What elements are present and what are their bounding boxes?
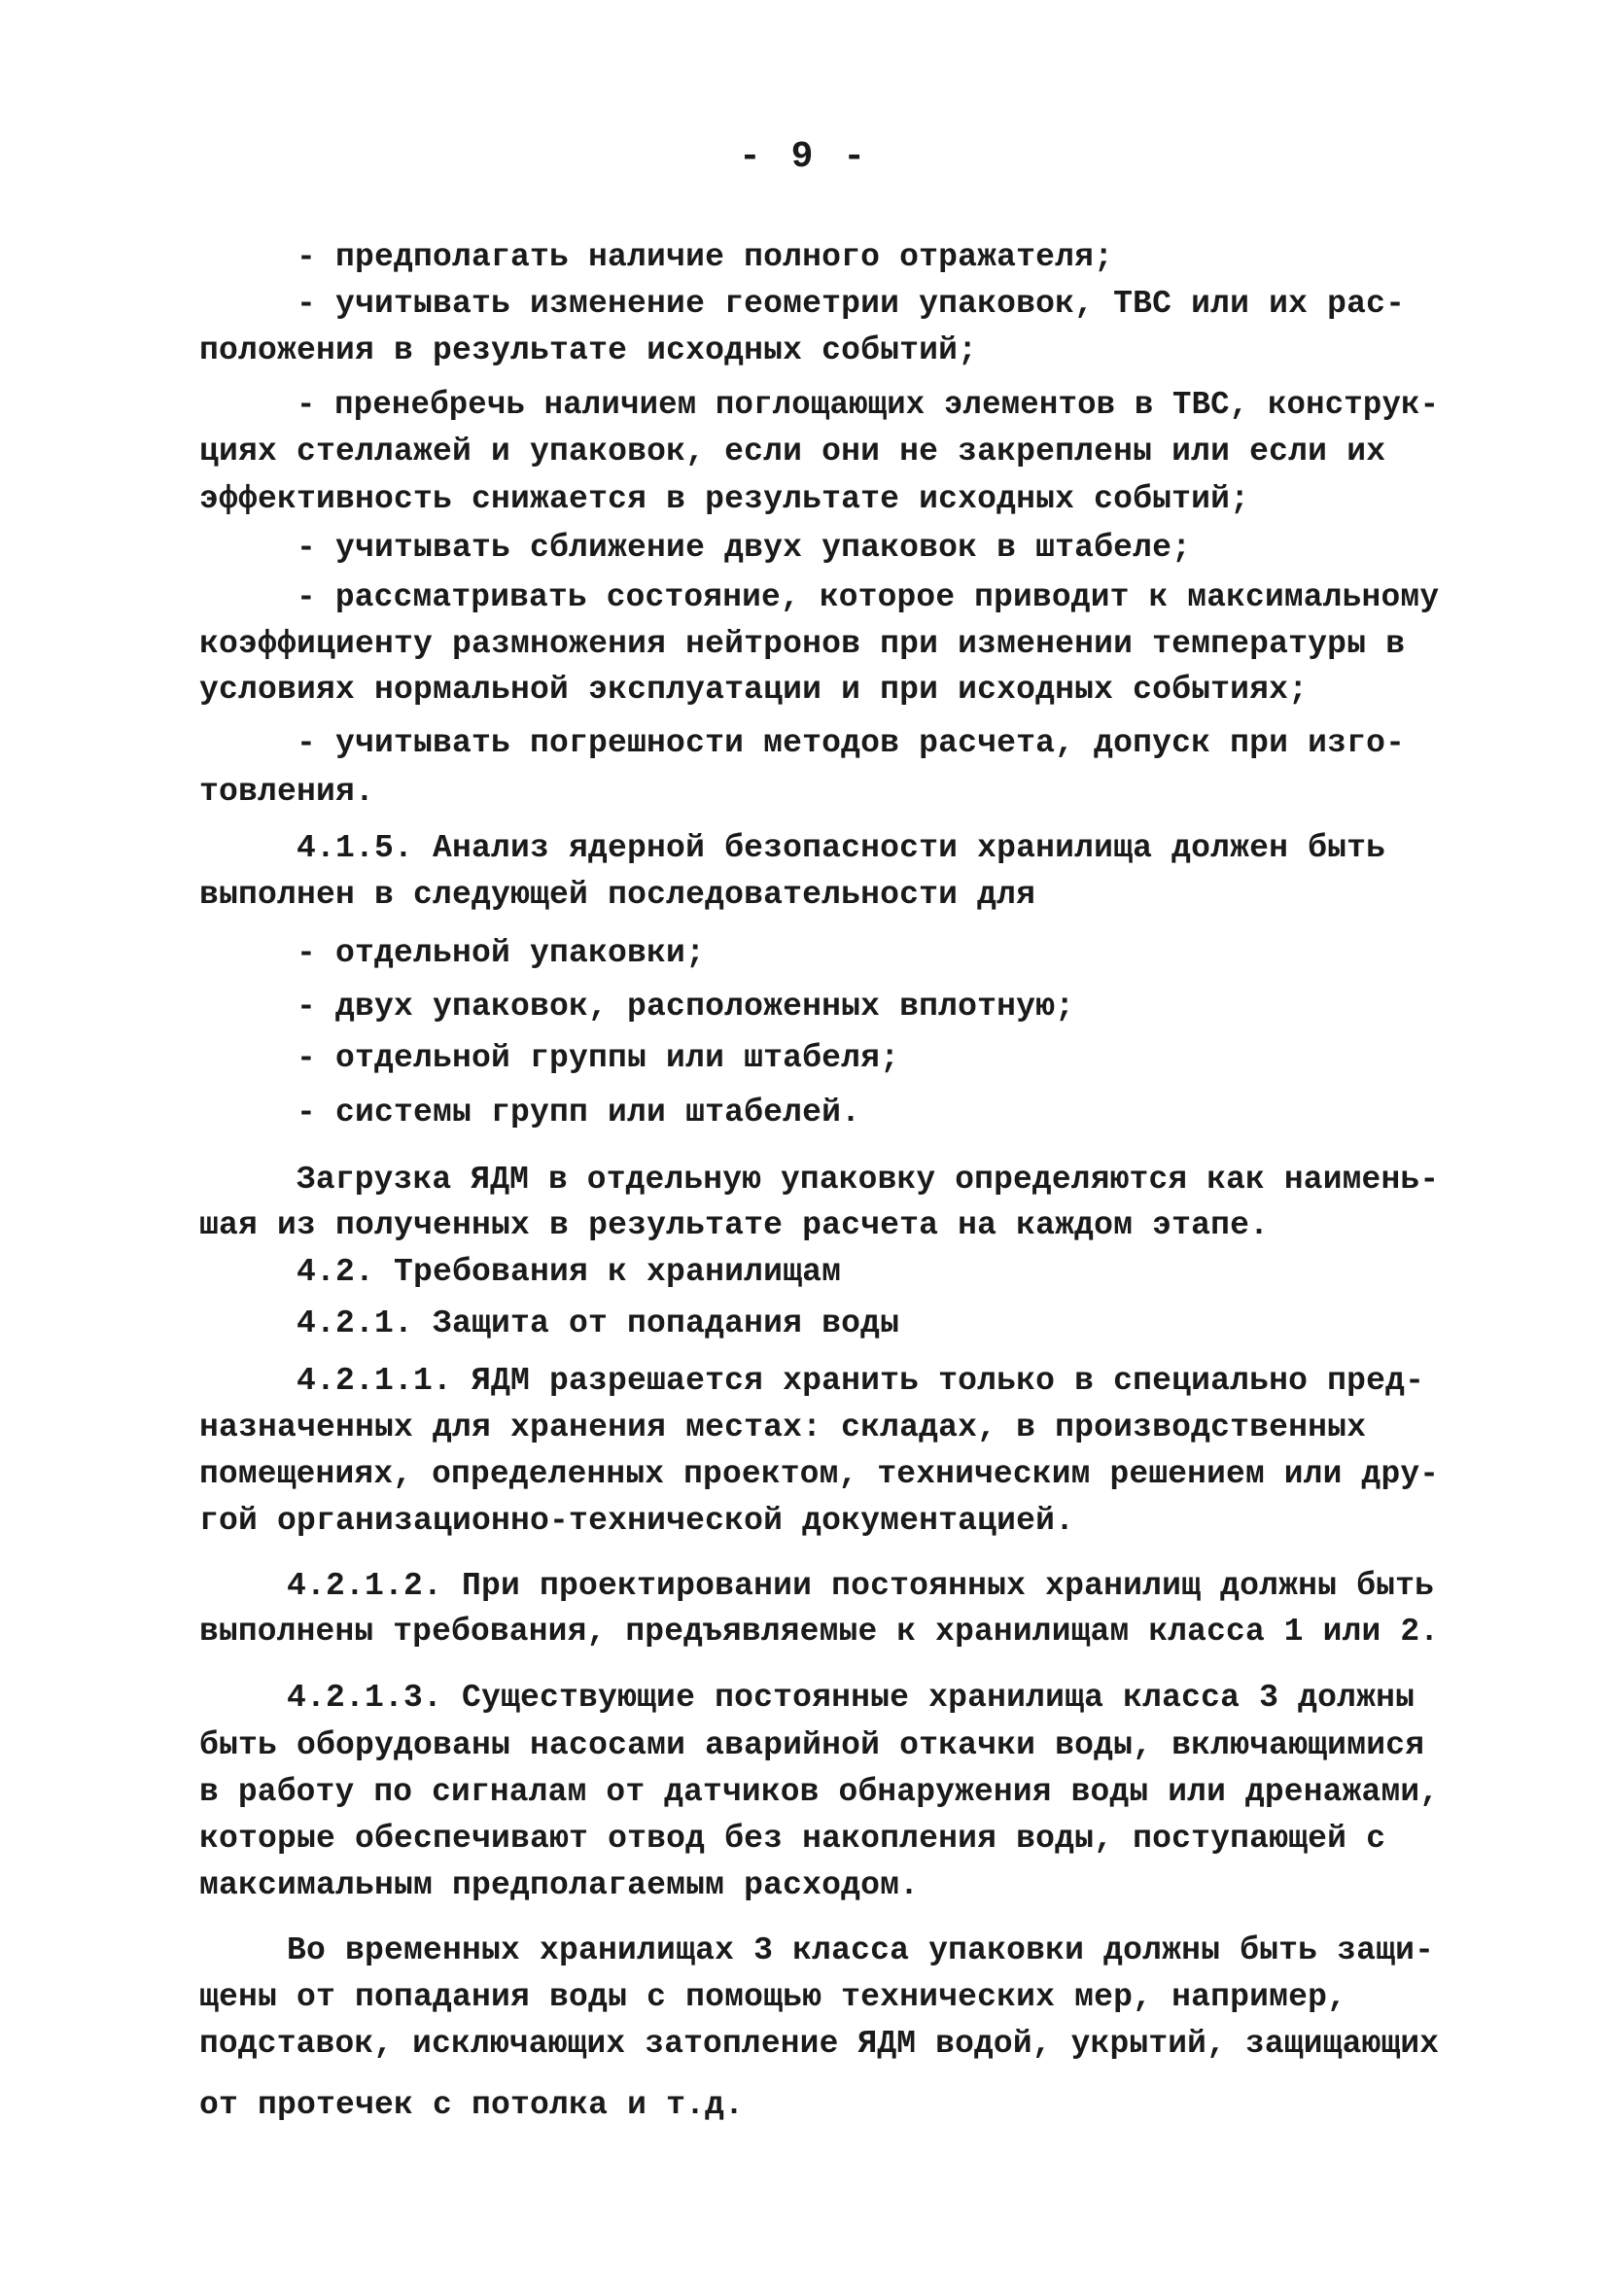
text-line: которые обеспечивают отвод без накопления воды, поступающей с <box>199 1821 1386 1857</box>
text-line: щены от попадания воды с помощью технических мер, например, <box>199 1979 1347 2015</box>
section-heading: 4.2.1. Защита от попадания воды <box>297 1305 900 1341</box>
text-line: - отдельной группы или штабеля; <box>297 1040 900 1076</box>
text-line: быть оборудованы насосами аварийной откачки воды, включающимися <box>199 1727 1425 1763</box>
text-line: 4.2.1.2. При проектировании постоянных хранилищ должны быть <box>287 1568 1435 1604</box>
text-line: - учитывать погрешности методов расчета, допуск при изго- <box>297 725 1406 761</box>
text-line: гой организационно-технической документацией. <box>199 1503 1075 1539</box>
text-line: выполнены требования, предъявляемые к хранилищам класса 1 или 2. <box>199 1614 1440 1650</box>
text-line: циях стеллажей и упаковок, если они не закреплены или если их <box>199 434 1386 470</box>
text-line: максимальным предполагаемым расходом. <box>199 1867 920 1903</box>
text-line: 4.2.1.3. Существующие постоянные хранилища класса 3 должны <box>287 1680 1416 1716</box>
text-line: подставок, исключающих затопление ЯДМ водой, укрытий, защищающих <box>199 2026 1440 2062</box>
text-line: - учитывать изменение геометрии упаковок, ТВС или их рас- <box>297 286 1406 322</box>
text-line: товления. <box>199 774 375 810</box>
text-line: - рассматривать состояние, которое приводит к максимальному <box>297 579 1440 615</box>
text-line: Во временных хранилищах 3 класса упаковки должны быть защи- <box>287 1932 1435 1968</box>
page-number: - 9 - <box>738 136 870 178</box>
text-line: - учитывать сближение двух упаковок в штабеле; <box>297 530 1192 566</box>
text-line: в работу по сигналам от датчиков обнаружения воды или дренажами, <box>199 1774 1440 1810</box>
text-line: помещениях, определенных проектом, техническим решением или дру- <box>199 1456 1440 1492</box>
text-line: - предполагать наличие полного отражателя; <box>297 239 1114 275</box>
text-line: коэффициенту размножения нейтронов при изменении температуры в <box>199 626 1406 662</box>
text-line: 4.1.5. Анализ ядерной безопасности хранилища должен быть <box>297 830 1386 866</box>
text-line: 4.2.1.1. ЯДМ разрешается хранить только в специально пред- <box>297 1363 1425 1399</box>
text-line: - пренебречь наличием поглощающих элементов в ТВС, конструк- <box>297 387 1440 423</box>
text-line: Загрузка ЯДМ в отдельную упаковку определяются как наимень- <box>297 1162 1440 1198</box>
text-line: назначенных для хранения местах: складах, в производственных <box>199 1409 1367 1445</box>
text-line: шая из полученных в результате расчета на каждом этапе. <box>199 1207 1270 1243</box>
text-line: - двух упаковок, расположенных вплотную; <box>297 989 1075 1025</box>
text-line: - отдельной упаковки; <box>297 935 706 971</box>
text-line: эффективность снижается в результате исходных событий; <box>199 481 1250 517</box>
text-line: от протечек с потолка и т.д. <box>199 2087 745 2123</box>
text-line: - системы групп или штабелей. <box>297 1095 861 1131</box>
text-line: положения в результате исходных событий; <box>199 332 978 368</box>
section-heading: 4.2. Требования к хранилищам <box>297 1254 842 1290</box>
text-line: выполнен в следующей последовательности для <box>199 877 1036 913</box>
text-line: условиях нормальной эксплуатации и при исходных событиях; <box>199 672 1309 708</box>
